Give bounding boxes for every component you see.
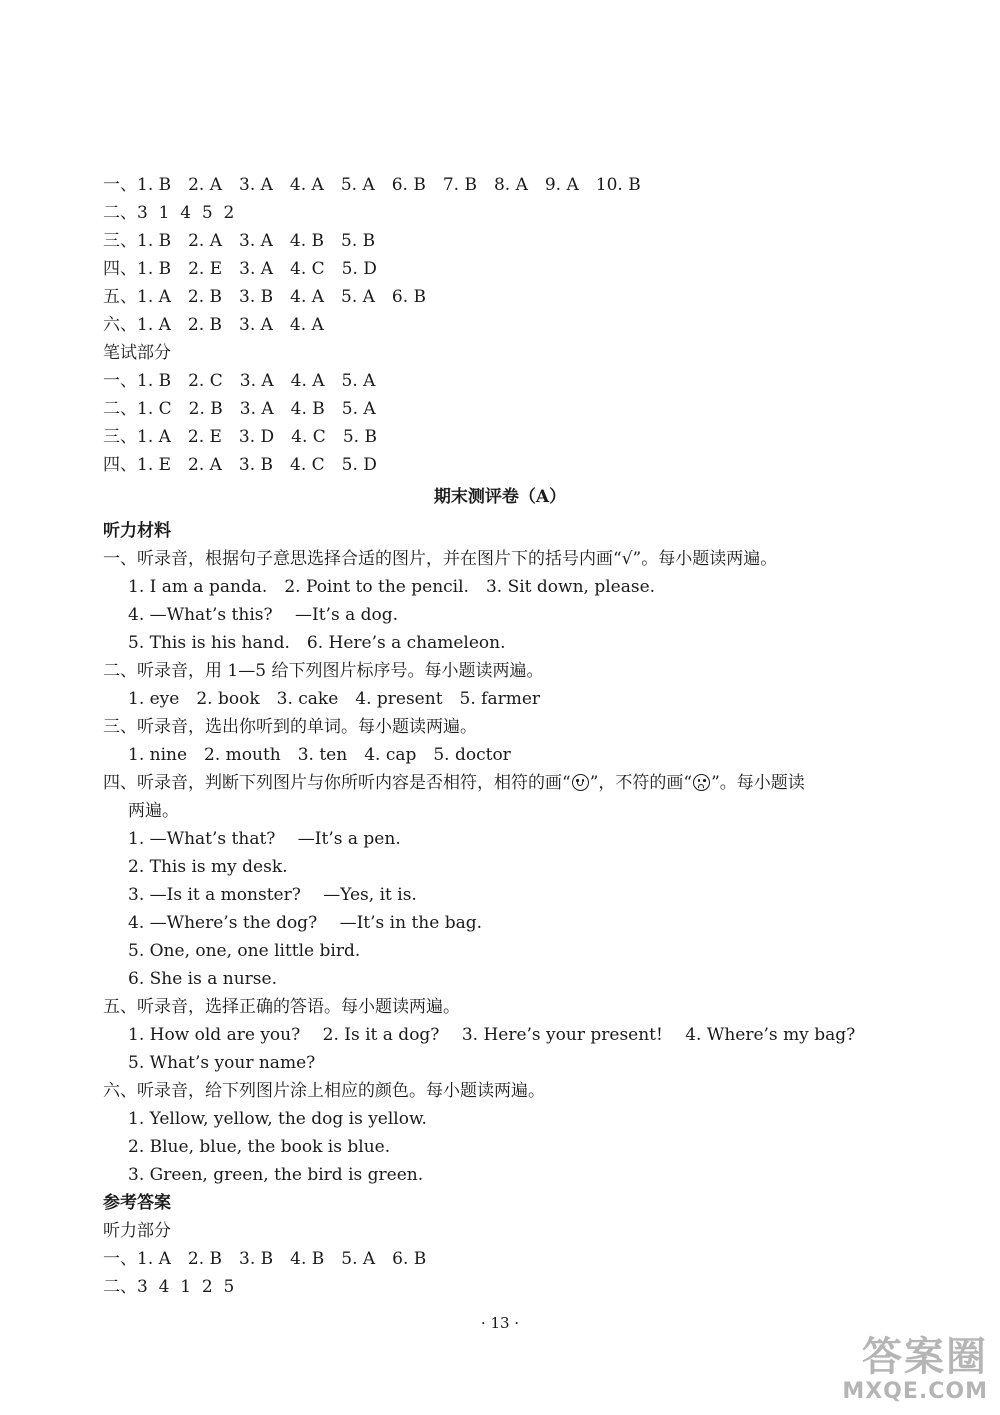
exam-title: 期末测评卷（A）: [433, 487, 567, 507]
section-3-title: 三、听录音，选出你听到的单词。每小题读两遍。: [103, 717, 477, 737]
section-2-line: 1. eye 2. book 3. cake 4. present 5. farmer: [128, 689, 541, 709]
answer-line: 二、3 1 4 5 2: [103, 203, 235, 223]
answer-line: 二、1. C 2. B 3. A 4. B 5. A: [103, 399, 376, 419]
section-4-line: 4. —Where’s the dog? —It’s in the bag.: [128, 913, 483, 933]
written-part-heading: 笔试部分: [103, 343, 171, 363]
section-6-title: 六、听录音，给下列图片涂上相应的颜色。每小题读两遍。: [103, 1081, 545, 1101]
answer-line: 四、1. B 2. E 3. A 4. C 5. D: [103, 259, 377, 279]
answer-line: 一、1. A 2. B 3. B 4. B 5. A 6. B: [103, 1249, 427, 1269]
answer-line: 五、1. A 2. B 3. B 4. A 5. A 6. B: [103, 287, 427, 307]
section-4-line: 5. One, one, one little bird.: [128, 941, 361, 961]
section-1-line: 4. —What’s this? —It’s a dog.: [128, 605, 399, 625]
section-4-line: 2. This is my desk.: [128, 857, 288, 877]
watermark-url: MXQE.COM: [842, 1379, 988, 1404]
watermark: [788, 1335, 988, 1409]
answer-line: 一、1. B 2. A 3. A 4. A 5. A 6. B 7. B 8. A 9. A 10. B: [103, 175, 641, 195]
section-5-title: 五、听录音，选择正确的答语。每小题读两遍。: [103, 997, 460, 1017]
frowning-face-icon: [693, 774, 710, 791]
section-4-title-continued: 两遍。: [128, 801, 179, 821]
smiley-face-icon: [572, 774, 589, 791]
section-6-line: 1. Yellow, yellow, the dog is yellow.: [128, 1109, 427, 1129]
section-6-line: 3. Green, green, the bird is green.: [128, 1165, 424, 1185]
section-4-line: 3. —Is it a monster? —Yes, it is.: [128, 885, 417, 905]
page-number: · 13 ·: [480, 1314, 520, 1332]
section-1-title: 一、听录音，根据句子意思选择合适的图片，并在图片下的括号内画“√”。每小题读两遍。: [103, 549, 778, 569]
reference-answers-heading: 参考答案: [103, 1193, 171, 1213]
section-4-line: 6. She is a nurse.: [128, 969, 277, 989]
answer-line: 四、1. E 2. A 3. B 4. C 5. D: [103, 455, 377, 475]
answer-line: 三、1. A 2. E 3. D 4. C 5. B: [103, 427, 377, 447]
answer-line: 三、1. B 2. A 3. A 4. B 5. B: [103, 231, 376, 251]
section-1-line: 1. I am a panda. 2. Point to the pencil. 3. Sit down, please.: [128, 577, 656, 597]
answer-line: 六、1. A 2. B 3. A 4. A: [103, 315, 324, 335]
section-4-line: 1. —What’s that? —It’s a pen.: [128, 829, 401, 849]
listening-part-heading: 听力部分: [103, 1221, 171, 1241]
answer-line: 一、1. B 2. C 3. A 4. A 5. A: [103, 371, 376, 391]
answer-line: 二、3 4 1 2 5: [103, 1277, 235, 1297]
section-3-line: 1. nine 2. mouth 3. ten 4. cap 5. doctor: [128, 745, 511, 765]
section-5-line: 5. What’s your name?: [128, 1053, 316, 1073]
listening-material-heading: 听力材料: [103, 521, 171, 541]
watermark-logo: 答案圈: [862, 1334, 988, 1380]
section-1-line: 5. This is his hand. 6. Here’s a chameleon.: [128, 633, 506, 653]
section-2-title: 二、听录音，用 1—5 给下列图片标序号。每小题读两遍。: [103, 661, 544, 681]
section-5-line: 1. How old are you? 2. Is it a dog? 3. Here’s your present! 4. Where’s my bag?: [128, 1025, 856, 1045]
section-4-title: 四、听录音，判断下列图片与你所听内容是否相符，相符的画“ ”，不符的画“ ”。每小题读: [103, 773, 805, 793]
section-6-line: 2. Blue, blue, the book is blue.: [128, 1137, 391, 1157]
